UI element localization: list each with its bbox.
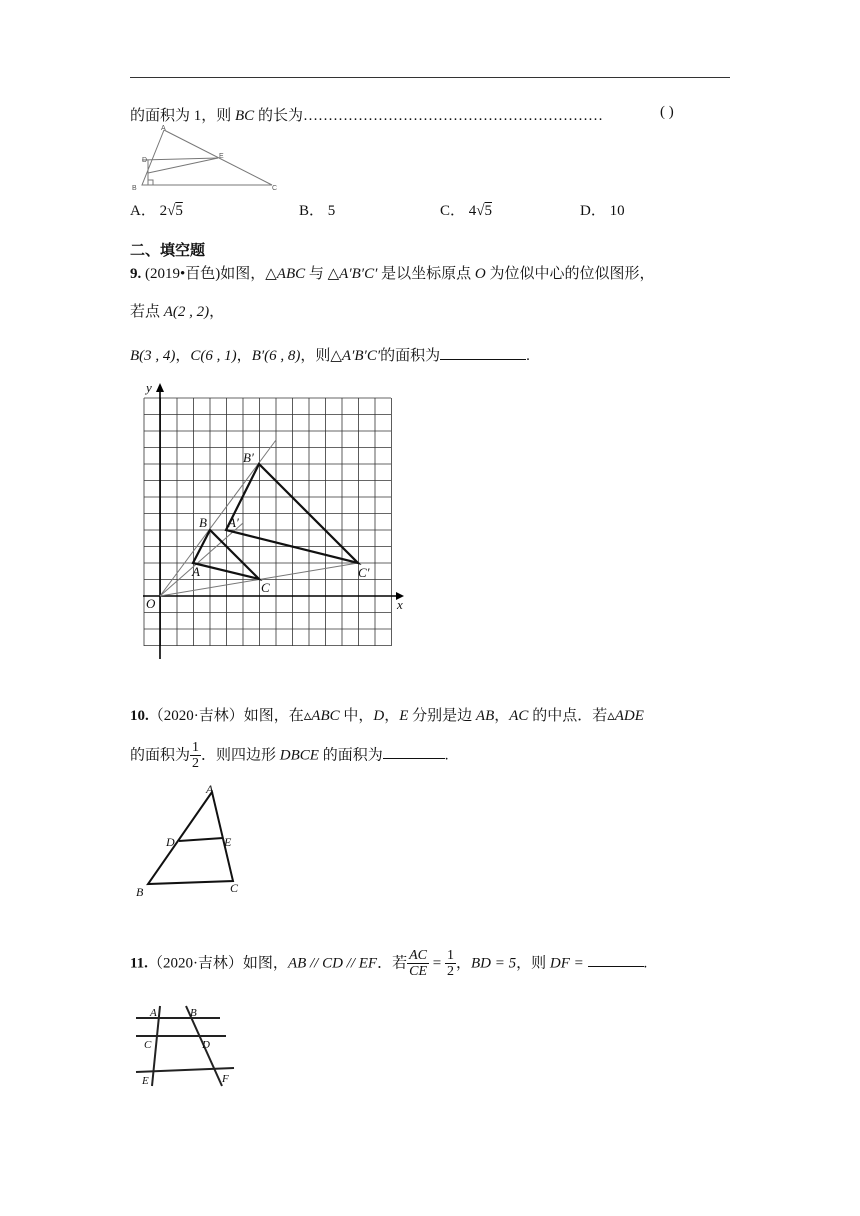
q10-text: 分别是边: [408, 708, 476, 724]
option-b-label: B．: [299, 203, 325, 219]
q9-source: (2019•百色)如图，: [141, 266, 266, 282]
q8-bc: BC: [235, 108, 255, 124]
label-c: C: [261, 580, 270, 595]
q9-text: 若点: [130, 304, 164, 320]
option-d-value: 10: [609, 203, 625, 219]
q11-half-num: 1: [446, 948, 454, 963]
q11-label-d: D: [202, 1039, 210, 1051]
q9-text: ，: [209, 304, 225, 320]
q10-text: 的面积为: [318, 747, 383, 764]
q11-text: ，则: [516, 955, 550, 972]
origin-label: O: [146, 596, 156, 611]
q11-label-c: C: [144, 1039, 152, 1051]
q10-fraction: [190, 740, 201, 772]
label-a-prime: A′: [228, 515, 239, 530]
q10-text: 的中点．若: [528, 708, 608, 724]
option-c-label: C．: [440, 203, 466, 219]
q10-text: ．则四边形: [201, 747, 280, 764]
y-axis-arrow-icon: [156, 383, 164, 392]
q9-origin: O: [474, 266, 486, 282]
q9-text: ，则: [300, 348, 331, 364]
q10-label-c: C: [230, 881, 239, 895]
q8-text-start: 的面积为 1，则: [130, 108, 236, 124]
option-c-root: 5: [484, 203, 492, 219]
q11-stem: [130, 948, 647, 980]
q11-text: .: [643, 955, 648, 972]
q9-point-b-prime: B′(6 , 8): [251, 348, 301, 364]
q9-text: ，: [236, 348, 252, 364]
q11-answer-blank[interactable]: [588, 966, 644, 967]
section-title: 二、填空题: [130, 242, 206, 259]
q9-text: ，: [175, 348, 191, 364]
option-a-coef: 2: [159, 203, 168, 219]
option-b-value: 5: [327, 203, 336, 219]
q11-label-e: E: [142, 1075, 149, 1087]
q9-triangle-prime-2: △A′B′C′: [330, 348, 381, 364]
q10-text: 中，: [339, 708, 374, 724]
q9-grid: [144, 398, 392, 646]
q10-figure: [130, 780, 260, 904]
q9-text: 与: [305, 266, 328, 282]
q11-half-den: 2: [446, 964, 454, 980]
q10-text: ，: [494, 708, 510, 724]
q10-text: （2020·吉林）如图，在: [148, 708, 304, 724]
option-a-label: A．: [130, 203, 156, 219]
label-c-prime: C′: [358, 565, 370, 580]
q10-d: D: [373, 708, 385, 724]
q11-eq: =: [429, 955, 445, 972]
q10-text: .: [444, 747, 449, 764]
q10-frac-num: 1: [192, 740, 200, 755]
q9-text: 的面积为: [380, 348, 441, 364]
q8-text-end: 的长为……………………………………………………: [254, 108, 603, 124]
q11-text: ，: [455, 955, 471, 972]
q10-e: E: [399, 708, 409, 724]
q11-frac-den: CE: [409, 964, 428, 980]
q11-text: ．若: [377, 955, 408, 972]
label-b: B: [199, 515, 207, 530]
q10-triangle: ▵ABC: [303, 708, 340, 724]
q10-stem-line1: [130, 704, 644, 725]
q9-triangle-abc: △ABC: [265, 266, 306, 282]
q10-label-e: E: [224, 835, 232, 849]
q11-label-f: F: [222, 1073, 229, 1085]
q9-point-b: B(3 , 4): [130, 348, 176, 364]
sqrt-icon: √: [476, 203, 485, 219]
q10-answer-blank[interactable]: [383, 758, 445, 759]
q11-parallel: AB // CD // EF: [287, 955, 378, 972]
q9-text: 是以坐标原点: [377, 266, 475, 282]
q11-bd: BD = 5: [471, 955, 517, 972]
q10-triangle-ade: ▵ADE: [607, 708, 644, 724]
q10-ab: AB: [475, 708, 495, 724]
q10-ac: AC: [509, 708, 529, 724]
label-a: A: [192, 564, 200, 579]
q11-number: 11.: [130, 955, 148, 972]
q11-df: DF =: [549, 955, 588, 972]
q10-text: ，: [384, 708, 400, 724]
q10-label-d: D: [166, 835, 175, 849]
q9-text: 为位似中心的位似图形，: [485, 266, 655, 282]
q8-label-d: D: [142, 157, 148, 164]
x-axis-label: x: [397, 597, 403, 612]
q9-number: 9.: [130, 266, 142, 282]
q8-label-a: A: [161, 125, 166, 132]
q10-label-a: A: [206, 782, 214, 796]
option-d-label: D．: [580, 203, 606, 219]
q11-label-a: A: [150, 1007, 157, 1019]
q9-text: .: [526, 348, 530, 364]
q10-stem-line2: [130, 740, 448, 772]
q9-point-c: C(6 , 1): [190, 348, 237, 364]
y-axis-label: y: [146, 380, 152, 395]
q8-label-b: B: [132, 185, 137, 192]
option-c-coef: 4: [468, 203, 477, 219]
q9-triangle-prime: △A′B′C′: [327, 266, 378, 282]
label-b-prime: B′: [243, 450, 254, 465]
option-a-root: 5: [175, 203, 183, 219]
q11-figure: [130, 1000, 240, 1092]
q9-point-a: A(2 , 2): [163, 304, 210, 320]
q11-text: （2020·吉林）如图，: [147, 955, 288, 972]
sqrt-icon: √: [167, 203, 176, 219]
q10-text: 的面积为: [130, 747, 191, 764]
ray-oa: [160, 523, 243, 596]
q10-label-b: B: [136, 885, 144, 899]
q11-frac-num: AC: [409, 948, 428, 963]
q10-quad: DBCE: [279, 747, 319, 764]
q8-label-e: E: [219, 153, 224, 160]
q11-label-b: B: [190, 1007, 197, 1019]
q11-fraction-ac-ce: [407, 948, 429, 980]
q8-label-c: C: [272, 185, 278, 192]
q10-number: 10.: [130, 708, 149, 724]
q10-frac-den: 2: [192, 756, 200, 772]
q8-answer-paren: ( ): [660, 104, 674, 120]
q11-fraction-half: [445, 948, 456, 980]
